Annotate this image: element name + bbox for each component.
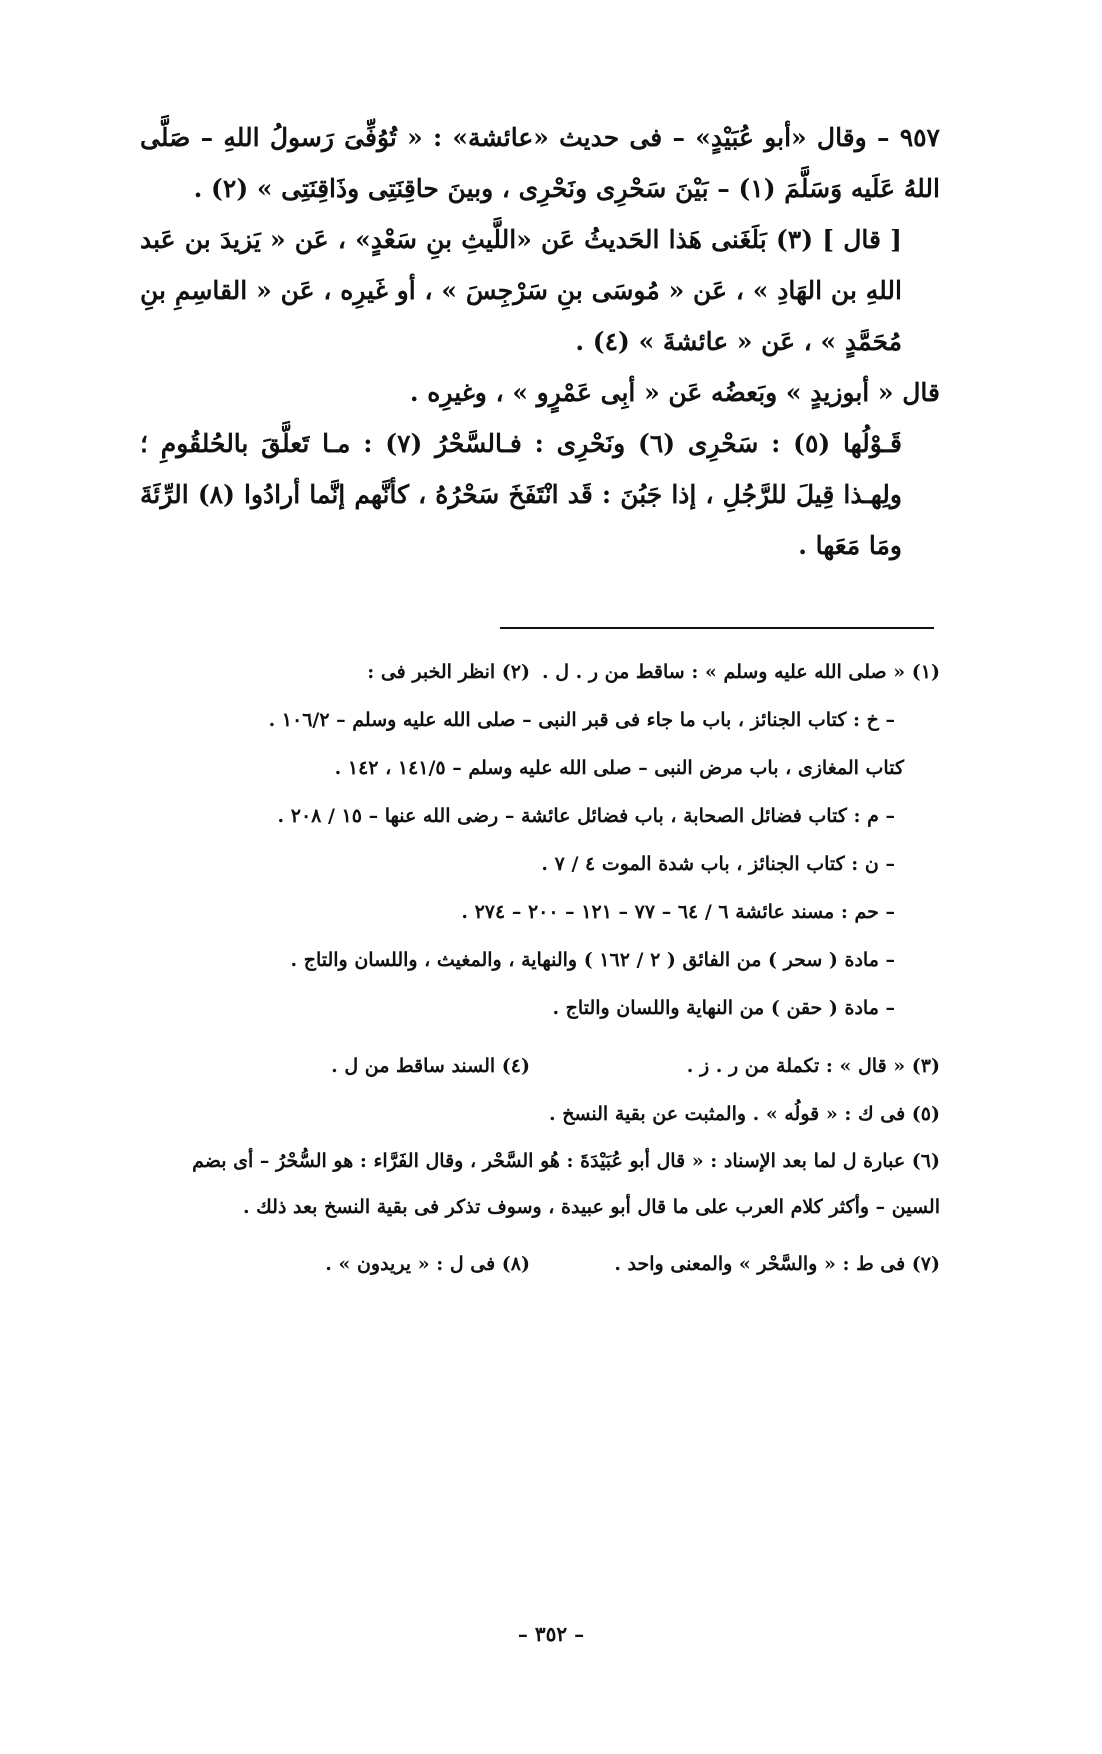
footnote-2-item: كتاب المغازى ، باب مرض النبى – صلى الله عليه وسلم – ١٤١/٥ ، ١٤٢ .	[334, 757, 904, 779]
footnotes	[150, 648, 940, 1288]
footnote-1: (١) « صلى الله عليه وسلم » : ساقط من ر . ل .	[541, 661, 940, 683]
footnote-row-7-8	[150, 1240, 940, 1288]
footnote-3: (٣) « قال » : تكملة من ر . ز .	[686, 1055, 940, 1077]
paragraph-abuzayd: قال « أبوزيدٍ » وبَعضُه عَن « أبِى عَمْرٍو » ، وغيرِه .	[409, 378, 940, 407]
footnote-2-item: – حم : مسند عائشة ٦ / ٦٤ – ٧٧ – ١٢١ – ٢٠٠ – ٢٧٤ .	[461, 901, 895, 923]
paragraph-explanation: قَـوْلُها (٥) : سَحْرِى (٦) ونَحْرِى : فـالسَّحْرُ (٧) : مـا تَعلَّقَ بالحُلقُومِ ؛ ولِهـذا قِيلَ للرَّجُلِ ، إذا جَبُنَ : قَد انْتَفَخَ سَحْرُهُ ، كأنَّهم إنَّما أرادُوا (٨) الرِّئَةَ ومَا مَعَها .	[140, 429, 902, 560]
main-text	[140, 112, 940, 571]
page-number: – ٣٥٢ –	[517, 1622, 585, 1646]
footnote-8: (٨) فى ل : « يريدون » .	[325, 1253, 530, 1275]
footnote-5: (٥) فى ك : « قولُه » . والمثبت عن بقية النسخ .	[548, 1103, 940, 1125]
footnote-2-item: – مادة ( سحر ) من الفائق ( ٢ / ١٦٢ ) والنهاية ، والمغيث ، واللسان والتاج .	[290, 949, 895, 971]
footnote-4: (٤) السند ساقط من ل .	[331, 1055, 530, 1077]
footnote-divider	[500, 627, 934, 629]
paragraph-isnad: [ قال ] (٣) بَلَغَنى هَذا الحَديثُ عَن «اللَّيثِ بنِ سَعْدٍ» ، عَن « يَزيدَ بن عَبد اللهِ بن الهَادِ » ، عَن « مُوسَى بنِ سَرْجِسَ » ، أو غَيرِه ، عَن « القاسِمِ بنِ مُحَمَّدٍ » ، عَن « عائشةَ » (٤) .	[140, 225, 902, 356]
footnote-row-1-2	[150, 648, 940, 696]
footnote-6: (٦) عبارة ل لما بعد الإسناد : « قال أبو عُبَيْدَةَ : هُو السَّحْر ، وقال الفَرَّاء : هو السُّحْرُ – أى بضم السين – وأكثر كلام العرب على ما قال أبو عبيدة ، وسوف تذكر فى بقية النسخ بعد ذلك .	[192, 1150, 940, 1218]
footnote-2-item: – مادة ( حقن ) من النهاية واللسان والتاج .	[552, 997, 895, 1019]
footnote-2-item: – ن : كتاب الجنائز ، باب شدة الموت ٤ / ٧ .	[541, 853, 895, 875]
footnote-7: (٧) فى ط : « والسَّحْر » والمعنى واحد .	[614, 1253, 940, 1275]
footnote-row-3-4	[150, 1042, 940, 1090]
paragraph-957: ٩٥٧ – وقال «أبو عُبَيْدٍ» – فى حديث «عائشة» : « تُوُفِّىَ رَسولُ اللهِ – صَلَّى اللهُ عَلَيه وَسَلَّمَ (١) – بَيْنَ سَحْرِى ونَحْرِى ، وبينَ حاقِنَتِى وذَاقِنَتِى » (٢) .	[140, 123, 940, 203]
footnote-2: (٢) انظر الخبر فى :	[367, 661, 530, 683]
footnote-2-item: – خ : كتاب الجنائز ، باب ما جاء فى قبر النبى – صلى الله عليه وسلم – ١٠٦/٢ .	[268, 709, 895, 731]
footnote-2-item: – م : كتاب فضائل الصحابة ، باب فضائل عائشة – رضى الله عنها – ١٥ / ٢٠٨ .	[277, 805, 895, 827]
